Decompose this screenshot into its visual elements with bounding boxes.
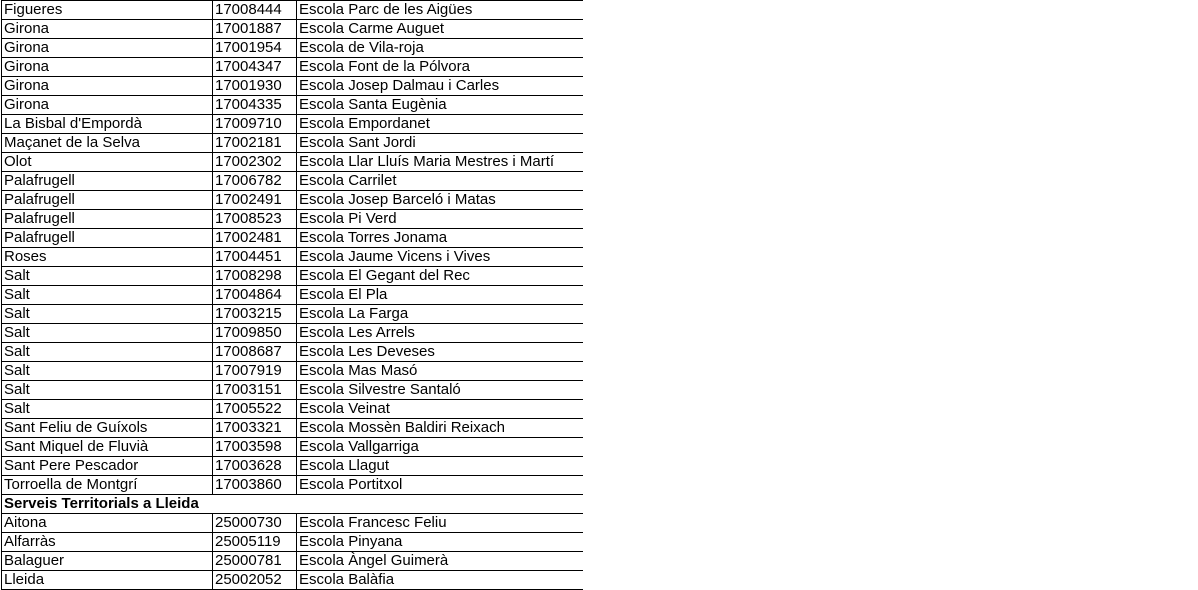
table-row: [2, 457, 584, 476]
code-cell[interactable]: 17001887: [213, 20, 297, 39]
municipality-cell[interactable]: Sant Miquel de Fluvià: [2, 438, 213, 457]
school-name-cell[interactable]: Escola Vallgarriga: [297, 438, 584, 457]
code-cell[interactable]: 25000781: [213, 552, 297, 571]
code-cell[interactable]: 17003860: [213, 476, 297, 495]
code-cell[interactable]: 17001930: [213, 77, 297, 96]
code-cell[interactable]: 17007919: [213, 362, 297, 381]
municipality-cell[interactable]: Salt: [2, 305, 213, 324]
code-cell[interactable]: 17003321: [213, 419, 297, 438]
code-cell[interactable]: 17004347: [213, 58, 297, 77]
school-name-cell[interactable]: Escola Santa Eugènia: [297, 96, 584, 115]
code-cell[interactable]: 17005522: [213, 400, 297, 419]
municipality-cell[interactable]: Torroella de Montgrí: [2, 476, 213, 495]
school-name-cell[interactable]: Escola La Farga: [297, 305, 584, 324]
school-name-cell[interactable]: Escola Pi Verd: [297, 210, 584, 229]
municipality-cell[interactable]: Palafrugell: [2, 229, 213, 248]
municipality-cell[interactable]: Figueres: [2, 1, 213, 20]
school-name-cell[interactable]: Escola Jaume Vicens i Vives: [297, 248, 584, 267]
code-cell[interactable]: 17002181: [213, 134, 297, 153]
school-name-cell[interactable]: Escola Balàfia: [297, 571, 584, 590]
municipality-cell[interactable]: Salt: [2, 286, 213, 305]
code-cell[interactable]: 17002302: [213, 153, 297, 172]
municipality-cell[interactable]: Olot: [2, 153, 213, 172]
school-name-cell[interactable]: Escola Torres Jonama: [297, 229, 584, 248]
table-row: [2, 514, 584, 533]
school-name-cell[interactable]: Escola Pinyana: [297, 533, 584, 552]
code-cell[interactable]: 17003598: [213, 438, 297, 457]
school-name-cell[interactable]: Escola Les Arrels: [297, 324, 584, 343]
table-row: [2, 248, 584, 267]
school-name-cell[interactable]: Escola Empordanet: [297, 115, 584, 134]
school-name-cell[interactable]: Escola Silvestre Santaló: [297, 381, 584, 400]
municipality-cell[interactable]: Salt: [2, 362, 213, 381]
code-cell[interactable]: 17003628: [213, 457, 297, 476]
table-row: [2, 476, 584, 495]
school-name-cell[interactable]: Escola Sant Jordi: [297, 134, 584, 153]
code-cell[interactable]: 17003151: [213, 381, 297, 400]
table-row: [2, 191, 584, 210]
school-table: [1, 0, 583, 590]
table-row: [2, 324, 584, 343]
municipality-cell[interactable]: Girona: [2, 20, 213, 39]
school-name-cell[interactable]: Escola Veinat: [297, 400, 584, 419]
municipality-cell[interactable]: Maçanet de la Selva: [2, 134, 213, 153]
table-row: [2, 229, 584, 248]
school-name-cell[interactable]: Escola Mas Masó: [297, 362, 584, 381]
municipality-cell[interactable]: Lleida: [2, 571, 213, 590]
code-cell[interactable]: 25005119: [213, 533, 297, 552]
school-name-cell[interactable]: Escola Font de la Pólvora: [297, 58, 584, 77]
code-cell[interactable]: 25000730: [213, 514, 297, 533]
code-cell[interactable]: 17009850: [213, 324, 297, 343]
code-cell[interactable]: 17004451: [213, 248, 297, 267]
municipality-cell[interactable]: Girona: [2, 58, 213, 77]
municipality-cell[interactable]: Salt: [2, 400, 213, 419]
table-row: [2, 172, 584, 191]
code-cell[interactable]: 17002481: [213, 229, 297, 248]
school-name-cell[interactable]: Escola Mossèn Baldiri Reixach: [297, 419, 584, 438]
municipality-cell[interactable]: Sant Feliu de Guíxols: [2, 419, 213, 438]
table-row: [2, 381, 584, 400]
code-cell[interactable]: 17008444: [213, 1, 297, 20]
school-name-cell[interactable]: Escola El Gegant del Rec: [297, 267, 584, 286]
municipality-cell[interactable]: Girona: [2, 39, 213, 58]
school-name-cell[interactable]: Escola de Vila-roja: [297, 39, 584, 58]
municipality-cell[interactable]: Girona: [2, 96, 213, 115]
school-name-cell[interactable]: Escola Parc de les Aigües: [297, 1, 584, 20]
table-row: [2, 305, 584, 324]
municipality-cell[interactable]: Sant Pere Pescador: [2, 457, 213, 476]
code-cell[interactable]: 17004864: [213, 286, 297, 305]
school-name-cell[interactable]: Escola Les Deveses: [297, 343, 584, 362]
code-cell[interactable]: 17002491: [213, 191, 297, 210]
table-row: [2, 362, 584, 381]
school-name-cell[interactable]: Escola Josep Barceló i Matas: [297, 191, 584, 210]
table-row: [2, 39, 584, 58]
table-row: [2, 134, 584, 153]
table-row: [2, 400, 584, 419]
table-row: [2, 153, 584, 172]
municipality-cell[interactable]: Aitona: [2, 514, 213, 533]
code-cell[interactable]: 17001954: [213, 39, 297, 58]
table-row: [2, 20, 584, 39]
table-row: [2, 438, 584, 457]
school-name-cell[interactable]: Escola Carme Auguet: [297, 20, 584, 39]
table-row: [2, 58, 584, 77]
table-row: [2, 77, 584, 96]
code-cell[interactable]: 17009710: [213, 115, 297, 134]
table-row: [2, 267, 584, 286]
code-cell[interactable]: 17008298: [213, 267, 297, 286]
table-row: [2, 571, 584, 590]
school-name-cell[interactable]: Escola Portitxol: [297, 476, 584, 495]
municipality-cell[interactable]: Salt: [2, 324, 213, 343]
table-row: [2, 419, 584, 438]
table-row: [2, 115, 584, 134]
municipality-cell[interactable]: Salt: [2, 381, 213, 400]
code-cell[interactable]: 17008523: [213, 210, 297, 229]
table-row: [2, 343, 584, 362]
section-title-cell[interactable]: Serveis Territorials a Lleida: [2, 495, 584, 514]
municipality-cell[interactable]: Palafrugell: [2, 210, 213, 229]
code-cell[interactable]: 17006782: [213, 172, 297, 191]
municipality-cell[interactable]: Salt: [2, 343, 213, 362]
table-row: [2, 210, 584, 229]
table-row: [2, 286, 584, 305]
municipality-cell[interactable]: Girona: [2, 77, 213, 96]
code-cell[interactable]: 25002052: [213, 571, 297, 590]
municipality-cell[interactable]: La Bisbal d'Empordà: [2, 115, 213, 134]
municipality-cell[interactable]: Balaguer: [2, 552, 213, 571]
municipality-cell[interactable]: Palafrugell: [2, 172, 213, 191]
table-row: [2, 1, 584, 20]
table-row: [2, 533, 584, 552]
school-name-cell[interactable]: Escola Carrilet: [297, 172, 584, 191]
section-header-row: [2, 495, 584, 514]
school-name-cell[interactable]: Escola Francesc Feliu: [297, 514, 584, 533]
school-name-cell[interactable]: Escola Àngel Guimerà: [297, 552, 584, 571]
municipality-cell[interactable]: Alfarràs: [2, 533, 213, 552]
code-cell[interactable]: 17003215: [213, 305, 297, 324]
code-cell[interactable]: 17004335: [213, 96, 297, 115]
code-cell[interactable]: 17008687: [213, 343, 297, 362]
spreadsheet-sheet: [1, 0, 583, 590]
municipality-cell[interactable]: Salt: [2, 267, 213, 286]
school-name-cell[interactable]: Escola Llar Lluís Maria Mestres i Martí: [297, 153, 584, 172]
school-name-cell[interactable]: Escola Josep Dalmau i Carles: [297, 77, 584, 96]
school-table-body: [2, 1, 584, 590]
school-name-cell[interactable]: Escola El Pla: [297, 286, 584, 305]
municipality-cell[interactable]: Palafrugell: [2, 191, 213, 210]
table-row: [2, 552, 584, 571]
table-row: [2, 96, 584, 115]
municipality-cell[interactable]: Roses: [2, 248, 213, 267]
school-name-cell[interactable]: Escola Llagut: [297, 457, 584, 476]
